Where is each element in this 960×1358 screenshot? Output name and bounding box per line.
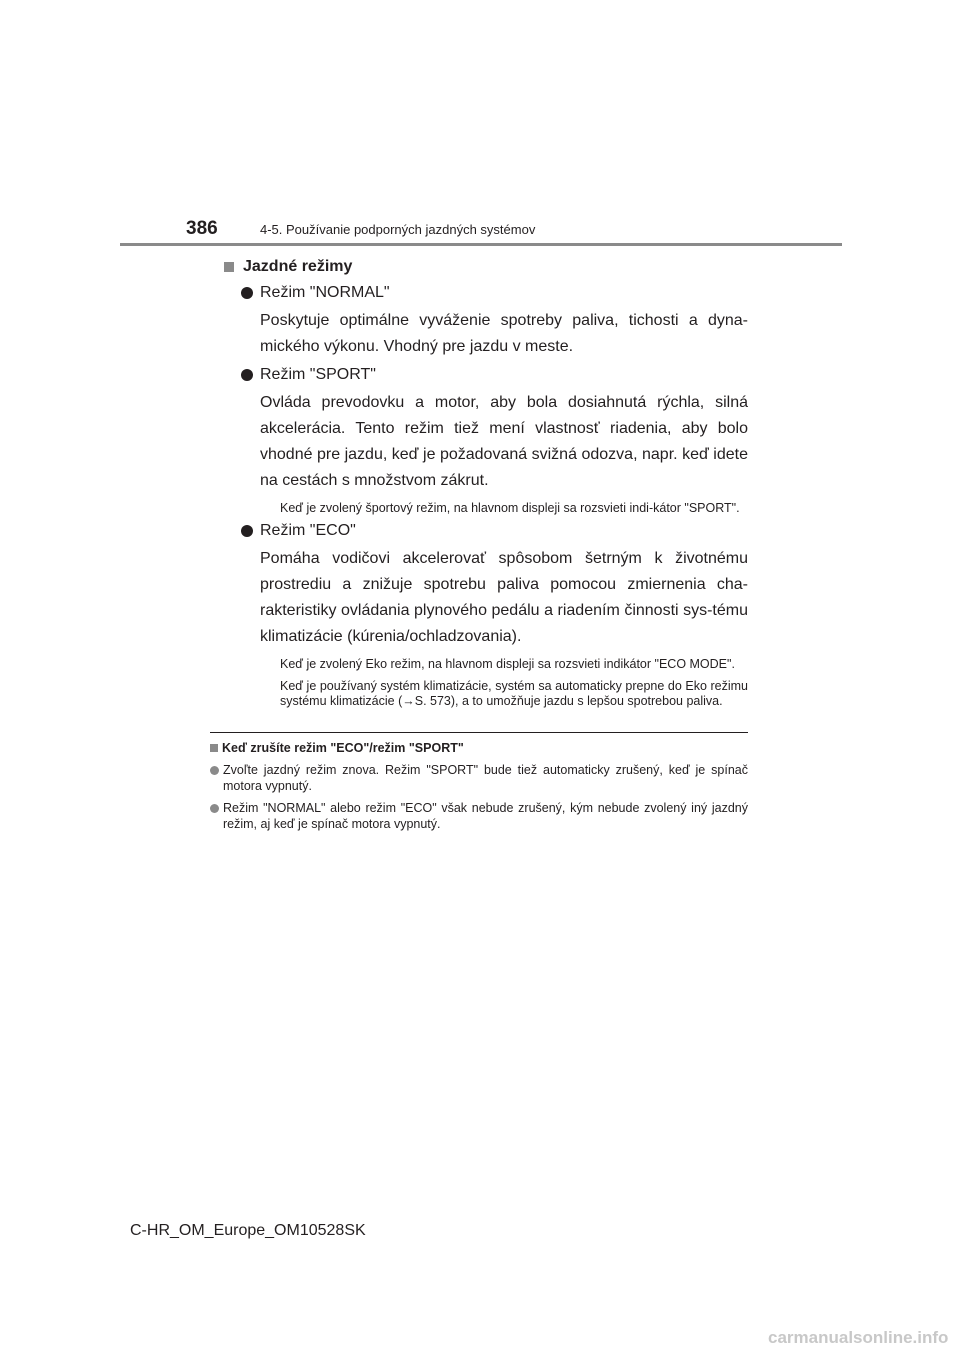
info-item-text: Režim "NORMAL" alebo režim "ECO" však nebude zrušený, kým nebude zvolený iný jazdný režim, aj keď je spínač motora vypnutý. — [223, 801, 748, 831]
watermark: carmanualsonline.info — [768, 1328, 949, 1347]
mode-title-normal — [241, 282, 748, 304]
info-item — [210, 762, 748, 794]
page-number: 386 — [186, 218, 218, 239]
mode-title-sport — [241, 364, 748, 386]
section-divider — [210, 732, 748, 733]
circle-bullet-icon — [241, 287, 253, 299]
section-title: 4-5. Používanie podporných jazdných systémov — [260, 222, 536, 237]
heading-text: Jazdné režimy — [243, 258, 353, 275]
circle-bullet-icon — [241, 369, 253, 381]
mode-note-sport: Keď je zvolený športový režim, na hlavnom displeji sa rozsvieti indi-kátor "SPORT". — [280, 501, 740, 515]
info-item — [210, 800, 748, 832]
mode-description-sport: Ovláda prevodovku a motor, aby bola dosiahnutá rýchla, silná akcelerácia. Tento režim tiež mení vlastnosť riadenia, aby bolo vhodné pre jazdu, keď je požadovaná svižná odozva, napr. keď idete na cestách s množstvom zákrut. — [260, 394, 748, 489]
circle-bullet-icon — [210, 804, 219, 813]
mode-title-text: Režim "ECO" — [260, 522, 356, 539]
document-code: C-HR_OM_Europe_OM10528SK — [130, 1222, 366, 1239]
info-heading — [210, 740, 748, 756]
main-content — [224, 256, 748, 709]
square-bullet-icon — [210, 744, 218, 752]
info-item-text: Zvoľte jazdný režim znova. Režim "SPORT" bude tiež automaticky zrušený, keď je spínač motora vypnutý. — [223, 763, 748, 793]
mode-description-eco: Pomáha vodičovi akcelerovať spôsobom šetrným k životnému prostrediu a znižuje spotrebu paliva pomocou zmiernenia cha-rakteristiky ovládania plynového pedálu a riadením činnosti sys-tému klimatizácie (kúrenia/ochladzovania). — [260, 550, 748, 645]
mode-description-normal: Poskytuje optimálne vyváženie spotreby paliva, tichosti a dyna-mického výkonu. Vhodný pre jazdu v meste. — [260, 312, 748, 355]
mode-note-eco-2: Keď je používaný systém klimatizácie, systém sa automaticky prepne do Eko režimu systému klimatizácie (→S. 573), a to umožňuje jazdu s lepšou spotrebou paliva. — [280, 679, 748, 708]
mode-note-eco-1: Keď je zvolený Eko režim, na hlavnom displeji sa rozsvieti indikátor "ECO MODE". — [280, 657, 735, 671]
info-heading-text: Keď zrušíte režim "ECO"/režim "SPORT" — [222, 741, 464, 755]
section-heading — [224, 256, 748, 278]
square-bullet-icon — [224, 262, 234, 272]
mode-title-text: Režim "SPORT" — [260, 366, 376, 383]
info-box — [210, 740, 748, 832]
header-divider — [120, 243, 842, 246]
circle-bullet-icon — [241, 525, 253, 537]
circle-bullet-icon — [210, 766, 219, 775]
mode-title-eco — [241, 520, 748, 542]
mode-title-text: Režim "NORMAL" — [260, 284, 390, 301]
